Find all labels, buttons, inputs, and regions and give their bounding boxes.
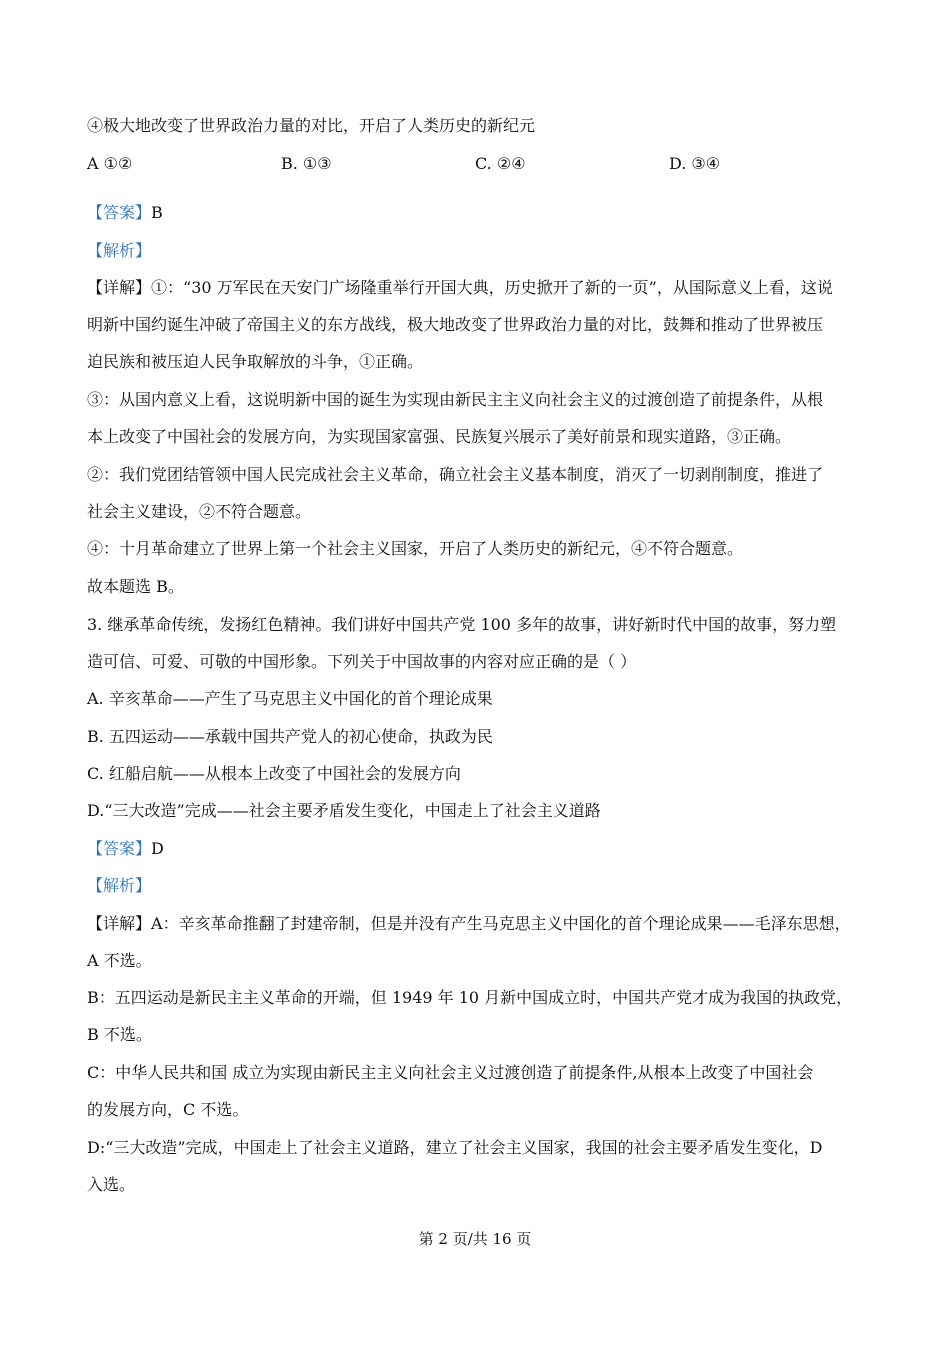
q3-option-c: C. 红船启航——从根本上改变了中国社会的发展方向 — [87, 764, 461, 783]
q2-option-a: A ①② — [87, 154, 133, 173]
analysis-tag: 【解析】 — [87, 876, 152, 895]
answer-value: D — [151, 839, 164, 858]
q3-detail-line: D:“三大改造”完成，中国走上了社会主义道路，建立了社会主义国家，我国的社会主要矛盾发生变化，D — [87, 1138, 823, 1157]
page-number: 第 2 页/共 16 页 — [418, 1230, 532, 1248]
analysis-tag: 【解析】 — [87, 241, 152, 260]
q2-analysis — [87, 240, 890, 262]
q3-detail-line: B：五四运动是新民主主义革命的开端，但 1949 年 10 月新中国成立时，中国共产党才成为我国的执政党， — [87, 988, 853, 1007]
detail-text: ①：“30 万军民在天安门广场隆重举行开国大典，历史掀开了新的一页”，从国际意义上看，这说 — [151, 278, 833, 297]
q2-detail-line: ②：我们党团结管领中国人民完成社会主义革命，确立社会主义基本制度，消灭了一切剥削制度，推进了 — [87, 465, 824, 484]
q2-detail-line: 迫民族和被压迫人民争取解放的斗争，①正确。 — [87, 352, 424, 371]
q3-detail-line: 入选。 — [87, 1175, 136, 1194]
q3-stem-line: 3. 继承革命传统，发扬红色精神。我们讲好中国共产党 100 多年的故事，讲好新时代中国的故事，努力塑 — [87, 615, 837, 634]
q3-answer — [87, 838, 890, 860]
detail-tag: 【详解】 — [87, 914, 152, 933]
answer-tag: 【答案】 — [87, 203, 152, 222]
q2-detail-line — [87, 277, 890, 299]
q2-detail-line: 明新中国约诞生冲破了帝国主义的东方战线，极大地改变了世界政治力量的对比，鼓舞和推动了世界被压 — [87, 315, 824, 334]
q2-option-c: C. ②④ — [475, 154, 526, 173]
answer-tag: 【答案】 — [87, 839, 152, 858]
detail-text: A：辛亥革命推翻了封建帝制，但是并没有产生马克思主义中国化的首个理论成果——毛泽东思想， — [151, 914, 851, 933]
q3-detail-line: 的发展方向，C 不选。 — [87, 1100, 249, 1119]
answer-value: B — [151, 203, 163, 222]
q2-option-b: B. ①③ — [281, 154, 332, 173]
q2-option-d: D. ③④ — [669, 154, 721, 173]
q3-detail-line: C：中华人民共和国 成立为实现由新民主主义向社会主义过渡创造了前提条件,从根本上改变了中国社会 — [87, 1063, 814, 1082]
q2-answer — [87, 202, 890, 224]
q3-option-d: D.“三大改造”完成——社会主要矛盾发生变化，中国走上了社会主义道路 — [87, 801, 601, 820]
q3-detail-line: A 不选。 — [87, 951, 152, 970]
q3-detail-line: B 不选。 — [87, 1025, 152, 1044]
q3-option-a: A. 辛亥革命——产生了马克思主义中国化的首个理论成果 — [87, 689, 493, 708]
q3-stem-line: 造可信、可爱、可敬的中国形象。下列关于中国故事的内容对应正确的是（ ） — [87, 652, 637, 671]
q2-detail-line: 社会主义建设，②不符合题意。 — [87, 502, 312, 521]
detail-tag: 【详解】 — [87, 278, 152, 297]
q3-option-b: B. 五四运动——承载中国共产党人的初心使命，执政为民 — [87, 727, 493, 746]
q2-conclusion: 故本题选 B。 — [87, 577, 184, 596]
q3-detail-line — [87, 913, 890, 935]
q2-detail-line: 本上改变了中国社会的发展方向，为实现国家富强、民族复兴展示了美好前景和现实道路，③正确。 — [87, 427, 792, 446]
q2-stem-end: ④极大地改变了世界政治力量的对比，开启了人类历史的新纪元 — [87, 116, 536, 135]
q3-analysis — [87, 875, 890, 897]
q2-detail-line: ④：十月革命建立了世界上第一个社会主义国家，开启了人类历史的新纪元，④不符合题意。 — [87, 539, 744, 558]
q2-detail-line: ③：从国内意义上看，这说明新中国的诞生为实现由新民主主义向社会主义的过渡创造了前提条件，从根 — [87, 390, 824, 409]
